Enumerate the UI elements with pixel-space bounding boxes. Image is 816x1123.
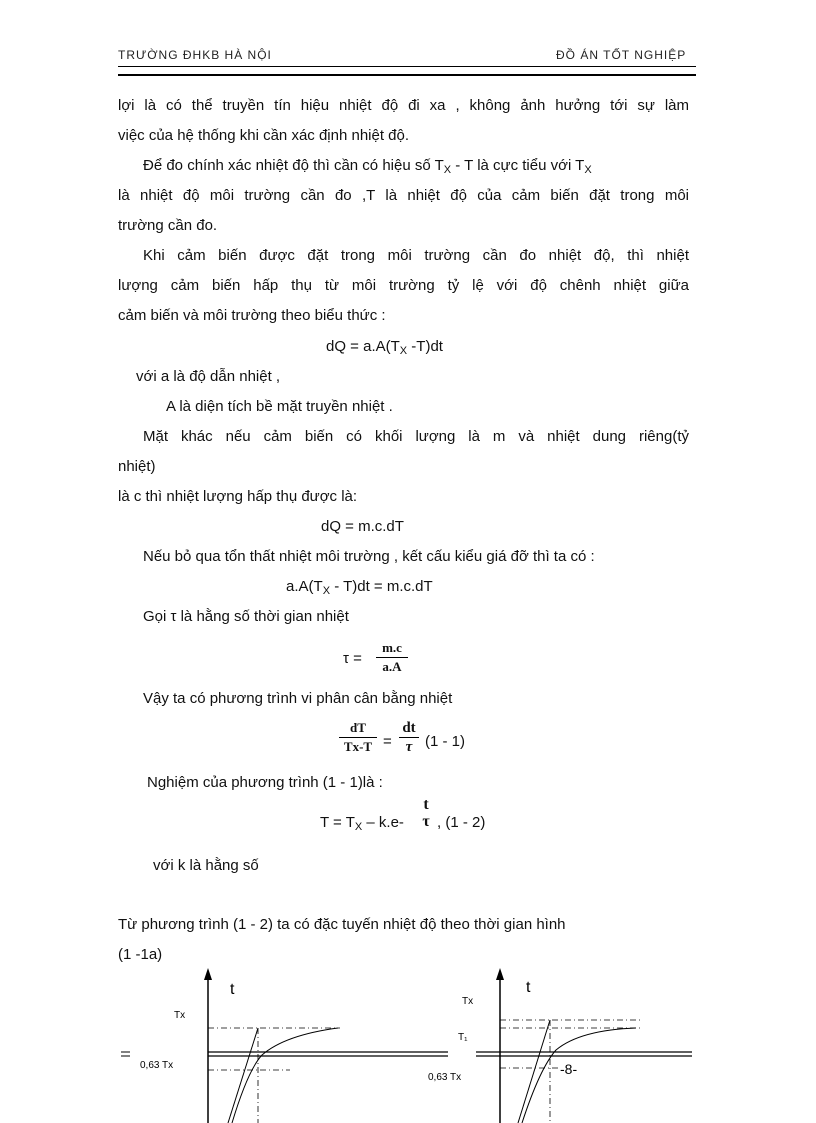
- text-line: [143, 157, 689, 179]
- text-line: (1 -1a): [118, 946, 163, 963]
- fraction-bar: [376, 657, 408, 658]
- fraction-numerator: m.c: [382, 640, 402, 655]
- text-line: Nghiệm của phương trình (1 - 1)là :: [147, 774, 383, 791]
- right-axis-label: t: [526, 979, 531, 996]
- equation-ref: (1 - 1): [425, 733, 466, 750]
- equation-ref: , (1 - 2): [437, 814, 486, 831]
- left-axis-label: t: [230, 981, 235, 998]
- text-line: Khi cảm biến được đặt trong môi trường cần đo nhiệt độ, thì nhiệt: [143, 247, 689, 264]
- text-line: Vậy ta có phương trình vi phân cân bằng nhiệt: [143, 690, 453, 707]
- text-line: cảm biến và môi trường theo biểu thức :: [118, 307, 386, 324]
- right-063-label: 0,63 Tx: [428, 1072, 462, 1083]
- header-rule-thin: [118, 66, 696, 67]
- right-response-curve: [522, 1028, 636, 1123]
- text-run: [143, 157, 592, 179]
- left-tx-label: Tx: [174, 1010, 186, 1021]
- right-tangent: [518, 1020, 550, 1123]
- right-tx-label: Tx: [462, 996, 474, 1007]
- text-run: - T là cực tiểu với T: [451, 157, 585, 174]
- header-title: ĐỒ ÁN TỐT NGHIỆP: [556, 48, 687, 62]
- fraction-exponent: [419, 797, 433, 830]
- equation-dq-conduction: [326, 338, 443, 360]
- header-rule-thick: [118, 74, 696, 76]
- fraction-dt: [399, 720, 419, 755]
- text-line: trường cần đo.: [118, 217, 218, 234]
- text-line: là c thì nhiệt lượng hấp thụ được là:: [118, 488, 358, 505]
- text-line: Từ phương trình (1 - 2) ta có đặc tuyến nhiệt độ theo thời gian hình: [118, 916, 566, 933]
- text-line: việc của hệ thống khi cần xác định nhiệt độ.: [118, 127, 410, 144]
- text-line: Mặt khác nếu cảm biến có khối lượng là m và nhiệt dung riêng(tỷ: [143, 428, 689, 445]
- text-run: a.A(T: [286, 578, 323, 595]
- response-curves-figure: [0, 960, 816, 1123]
- text-line: nhiệt): [118, 458, 156, 475]
- fraction-numerator: dT: [350, 720, 366, 735]
- equation-balance: [286, 578, 433, 600]
- page-number: -8-: [560, 1061, 578, 1077]
- text-line: với a là độ dẫn nhiệt ,: [136, 368, 281, 385]
- subscript: X: [584, 164, 592, 176]
- equals-sign: =: [383, 733, 392, 750]
- right-t1-label: T₁: [458, 1032, 468, 1043]
- text-run: - T)dt = m.c.dT: [330, 578, 433, 595]
- subscript: X: [322, 585, 331, 597]
- fraction-tau: [376, 640, 408, 675]
- text-run: -T)dt: [407, 338, 443, 355]
- text-run: – k.e-: [362, 814, 404, 831]
- fraction-denominator: τ: [422, 813, 430, 830]
- text-line: là nhiệt độ môi trường cần đo ,T là nhiệt độ của cảm biến đặt trong môi: [118, 187, 689, 204]
- equation-dq-mass: dQ = m.c.dT: [321, 518, 404, 535]
- fraction-denominator: a.A: [382, 659, 402, 674]
- right-axis-arrow: [496, 968, 504, 980]
- fraction-denominator: τ: [405, 739, 413, 755]
- tau-lhs: τ =: [343, 650, 362, 667]
- header-school: TRƯỜNG ĐHKB HÀ NỘI: [118, 48, 272, 62]
- text-line: A là diện tích bề mặt truyền nhiệt .: [166, 398, 393, 415]
- fraction-numerator: t: [423, 796, 429, 813]
- text-line: Nếu bỏ qua tổn thất nhiệt môi trường , kết cấu kiểu giá đỡ thì ta có :: [143, 548, 595, 565]
- equation-solution: [320, 814, 404, 836]
- fraction-bar: [339, 737, 377, 738]
- text-run: dQ = a.A(T: [326, 338, 400, 355]
- text-run: Để đo chính xác nhiệt độ thì cần có hiệu số T: [143, 157, 444, 174]
- subscript: X: [399, 345, 408, 357]
- text-line: lượng cảm biến hấp thụ từ môi trường tỷ lệ với độ chênh nhiệt giữa: [118, 277, 689, 294]
- fraction-denominator: Tx-T: [343, 739, 373, 754]
- subscript: X: [443, 164, 452, 176]
- fraction-dT: [339, 720, 377, 755]
- left-axis-arrow: [204, 968, 212, 980]
- subscript: X: [354, 821, 363, 833]
- text-run: T = T: [320, 814, 355, 831]
- text-line: Gọi τ là hằng số thời gian nhiệt: [143, 608, 349, 625]
- fraction-bar: [399, 737, 419, 738]
- left-response-curve: [232, 1028, 338, 1123]
- fraction-numerator: dt: [402, 720, 416, 736]
- left-063-label: 0,63 Tx: [140, 1060, 174, 1071]
- text-line: với k là hằng số: [153, 857, 259, 874]
- text-line: lợi là có thể truyền tín hiệu nhiệt độ đi xa , không ảnh hưởng tới sự làm: [118, 97, 689, 114]
- left-tangent: [228, 1028, 258, 1123]
